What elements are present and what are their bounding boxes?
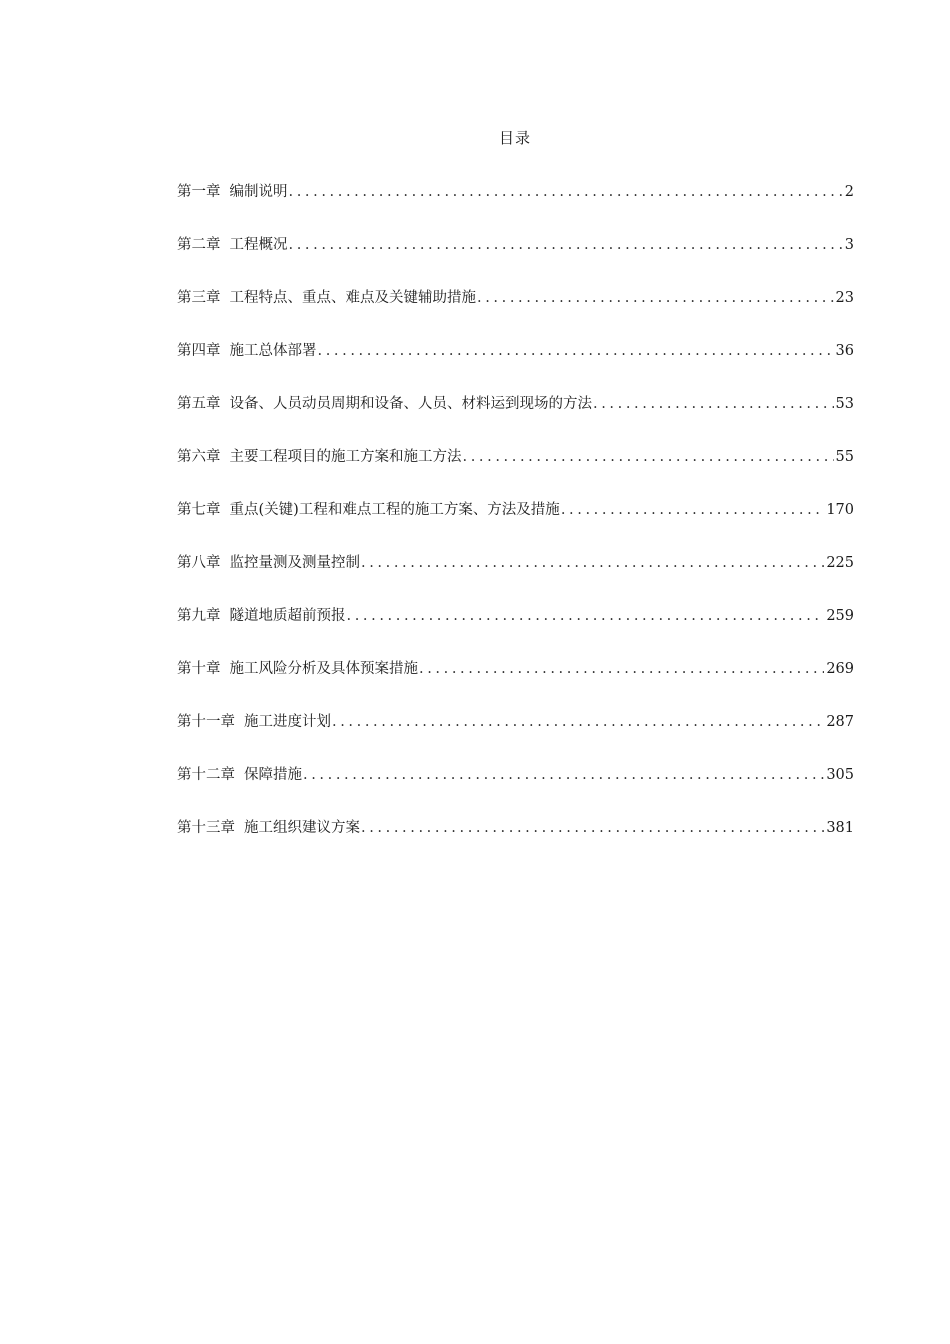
toc-chapter-number: 第十章 [177,661,221,677]
toc-entry[interactable] [177,657,854,710]
toc-page-number: 259 [826,608,854,624]
toc-chapter-number: 第七章 [177,502,221,518]
toc-chapter-number: 第十一章 [177,714,235,730]
toc-page-number: 53 [835,396,854,412]
toc-dot-leader [477,290,834,306]
toc-page-number: 305 [826,767,854,783]
toc-entry[interactable] [177,816,854,869]
toc-chapter-title: 施工进度计划 [244,714,331,730]
toc-entry[interactable] [177,763,854,816]
toc-dot-leader [561,502,825,518]
toc-chapter-title: 编制说明 [229,184,288,200]
toc-chapter-number: 第五章 [177,396,221,412]
toc-entry[interactable] [177,498,854,551]
toc-chapter-number: 第八章 [177,555,221,571]
toc-page-number: 55 [835,449,854,465]
toc-dot-leader [463,449,834,465]
toc-entry[interactable] [177,339,854,392]
toc-chapter-number: 第二章 [177,237,221,253]
toc-dot-leader [289,184,843,200]
toc-entry[interactable] [177,392,854,445]
toc-entry[interactable] [177,551,854,604]
toc-chapter-title: 工程概况 [229,237,288,253]
toc-page-number: 225 [826,555,854,571]
toc-chapter-title: 监控量测及测量控制 [229,555,360,571]
toc-chapter-title: 施工总体部署 [229,343,317,359]
toc-dot-leader [593,396,834,412]
toc-page-number: 23 [835,290,854,306]
toc-dot-leader [361,555,824,571]
toc-chapter-number: 第六章 [177,449,221,465]
toc-chapter-title: 设备、人员动员周期和设备、人员、材料运到现场的方法 [229,396,592,412]
toc-chapter-title: 隧道地质超前预报 [229,608,346,624]
toc-chapter-title: 主要工程项目的施工方案和施工方法 [229,449,462,465]
toc-dot-leader [361,820,824,836]
toc-chapter-title: 施工风险分析及具体预案措施 [229,661,418,677]
toc-entry[interactable] [177,445,854,498]
toc-page-number: 269 [826,661,854,677]
toc-title: 目录 [498,129,531,147]
toc-entry[interactable] [177,710,854,763]
toc-list [177,180,854,869]
toc-chapter-title: 工程特点、重点、难点及关键辅助措施 [229,290,476,306]
toc-chapter-title: 保障措施 [244,767,302,783]
toc-chapter-number: 第十二章 [177,767,235,783]
toc-page-number: 381 [826,820,854,836]
toc-entry[interactable] [177,604,854,657]
toc-dot-leader [303,767,824,783]
toc-chapter-title: 施工组织建议方案 [244,820,360,836]
toc-dot-leader [347,608,825,624]
toc-chapter-number: 第三章 [177,290,221,306]
toc-chapter-number: 第四章 [177,343,221,359]
toc-dot-leader [318,343,834,359]
toc-entry[interactable] [177,286,854,339]
toc-chapter-number: 第九章 [177,608,221,624]
toc-page-number: 170 [826,502,854,518]
toc-page-number: 3 [844,237,854,253]
toc-dot-leader [289,237,843,253]
toc-dot-leader [332,714,824,730]
toc-page-number: 2 [844,184,854,200]
toc-entry[interactable] [177,180,854,233]
toc-dot-leader [419,661,824,677]
toc-entry[interactable] [177,233,854,286]
toc-page-number: 36 [835,343,854,359]
toc-chapter-number: 第一章 [177,184,221,200]
toc-chapter-number: 第十三章 [177,820,235,836]
toc-page-number: 287 [826,714,854,730]
toc-chapter-title: 重点(关键)工程和难点工程的施工方案、方法及措施 [229,502,560,518]
